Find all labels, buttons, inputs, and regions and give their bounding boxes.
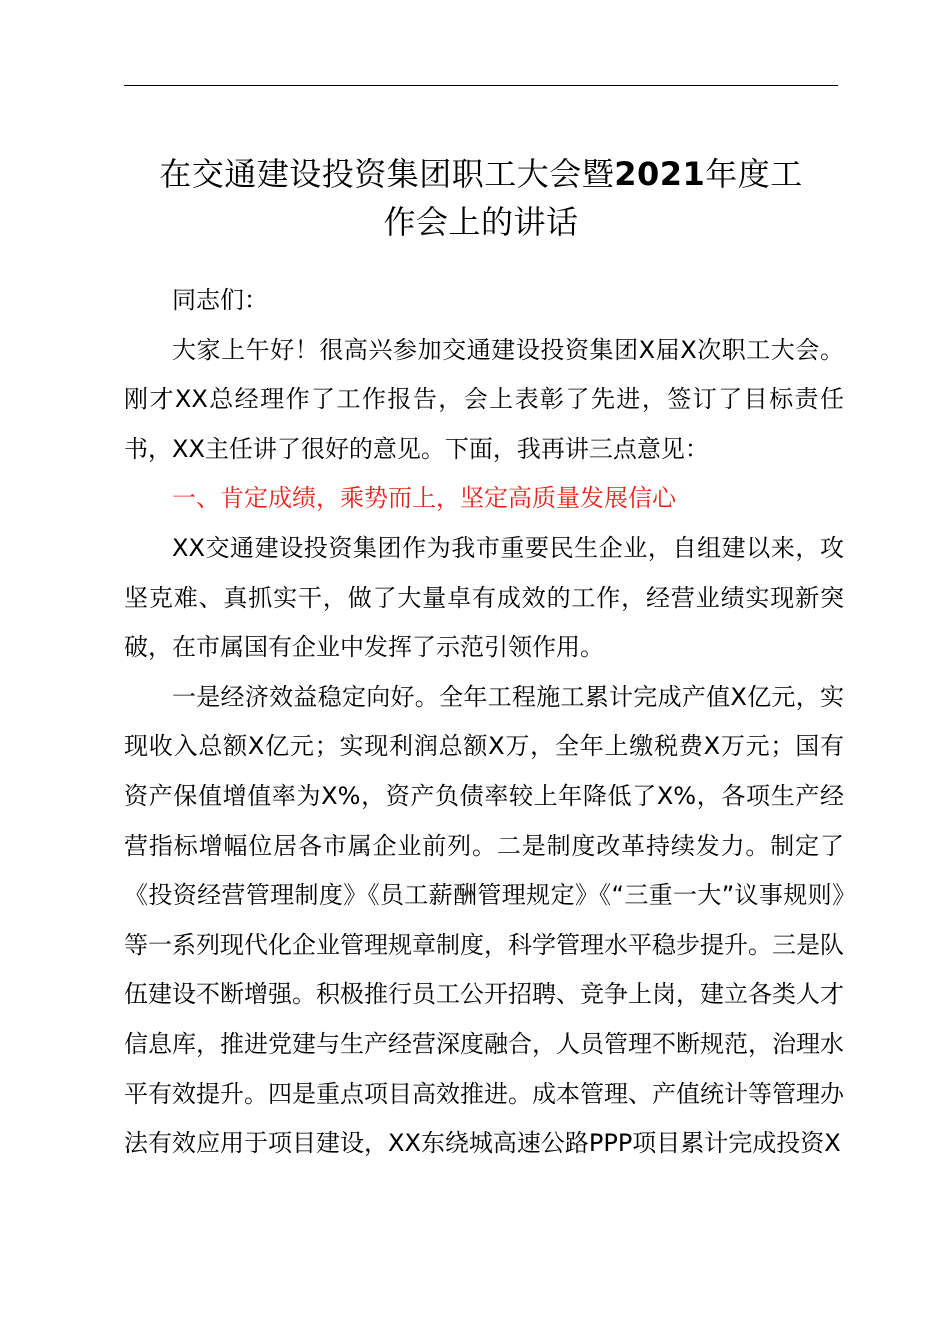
salutation: 同志们： bbox=[172, 286, 268, 314]
title-part-a: 在交通建设投资集团职工大会暨 bbox=[159, 155, 615, 193]
section-heading-1: 一、肯定成绩，乘势而上，坚定高质量发展信心 bbox=[172, 484, 676, 513]
title-year: 2021 bbox=[614, 155, 706, 193]
title-line-2: 作会上的讲话 bbox=[383, 203, 579, 241]
intro-paragraph: 大家上午好！很高兴参加交通建设投资集团X届X次职工大会。刚才XX总经理作了工作报告，会上表彰了先进，签订了目标责任书，XX主任讲了很好的意见。下面，我再讲三点意见： bbox=[124, 335, 844, 463]
document-title bbox=[110, 150, 852, 246]
header-rule bbox=[124, 85, 838, 86]
section-1-paragraph-2: 一是经济效益稳定向好。全年工程施工累计完成产值X亿元，实现收入总额X亿元；实现利润总额X万，全年上缴税费X万元；国有资产保值增值率为X%，资产负债率较上年降低了X%，各项生产经营指标增幅位居各市属企业前列。二是制度改革持续发力。制定了《投资经营管理制度》《员工薪酬管理规定》《“三重一大”议事规则》等一系列现代化企业管理规章制度，科学管理水平稳步提升。三是队伍建设不断增强。积极推行员工公开招聘、竞争上岗，建立各类人才信息库，推进党建与生产经营深度融合，人员管理不断规范，治理水平有效提升。四是重点项目高效推进。成本管理、产值统计等管理办法有效应用于项目建设，XX东绕城高速公路PPP项目累计完成投资X bbox=[124, 682, 844, 1158]
document-body bbox=[124, 276, 844, 1169]
section-1-paragraph-1: XX交通建设投资集团作为我市重要民生企业，自组建以来，攻坚克难、真抓实干，做了大量卓有成效的工作，经营业绩实现新突破，在市属国有企业中发挥了示范引领作用。 bbox=[124, 533, 844, 662]
title-part-b: 年度工 bbox=[705, 155, 803, 193]
